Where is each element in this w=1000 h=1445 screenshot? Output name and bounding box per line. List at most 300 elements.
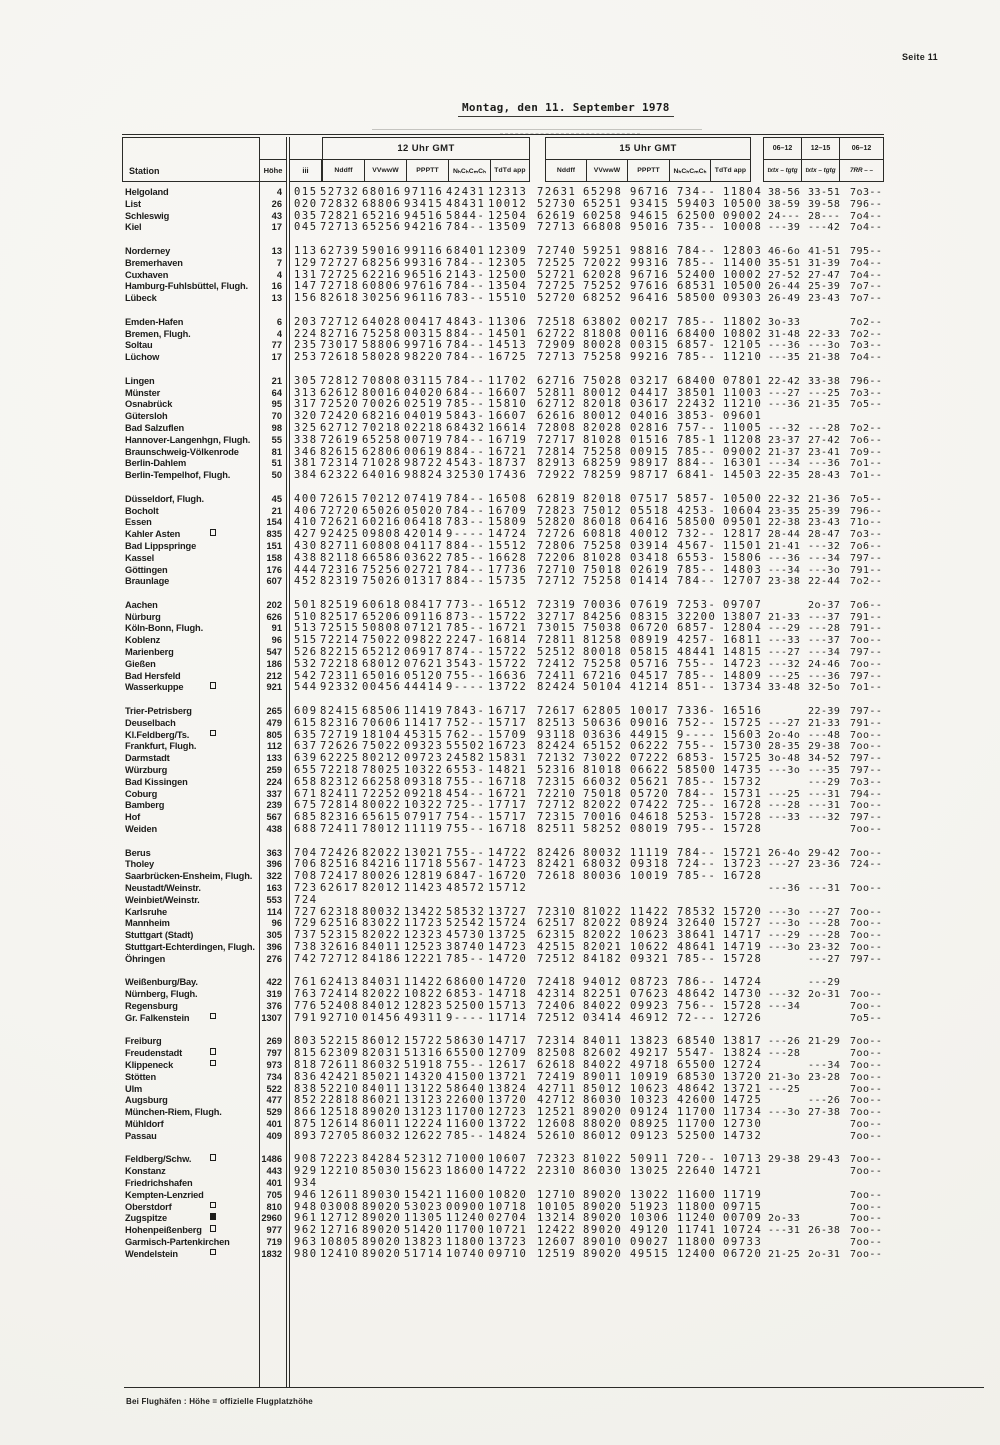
station-number: 400 [294, 492, 318, 505]
obs-15gmt-tdtd: 11501 [723, 539, 763, 552]
temp-range-12-15: 23-28 [808, 1071, 841, 1083]
obs-15gmt-ppptt: 05815 [630, 646, 670, 659]
temp-range-12-15: 34-52 [808, 753, 841, 765]
obs-15gmt-nddff: 72419 [537, 1070, 577, 1083]
obs-15gmt-vvwww: 86030 [583, 1165, 623, 1178]
station-height: 13 [271, 245, 282, 256]
obs-15gmt-clouds: 785-- [677, 256, 717, 269]
station-number: 675 [294, 799, 318, 812]
station-height: 396 [266, 859, 282, 870]
station-group [122, 848, 912, 966]
temp-range-06-12: 22-32 [768, 493, 801, 505]
obs-15gmt-vvwww: 75018 [583, 563, 623, 576]
station-name: Bad Hersfeld [125, 670, 181, 681]
obs-12gmt-ppptt: 00619 [404, 445, 444, 458]
obs-12gmt-vvwww: 65256 [362, 221, 402, 234]
obs-12gmt-tdtd: 15717 [488, 716, 528, 729]
temp-range-12-15: ---34 [808, 552, 841, 564]
obs-15gmt-clouds: 11700 [677, 1117, 717, 1130]
obs-15gmt-tdtd: 15725 [723, 752, 763, 765]
obs-12gmt-tdtd: 13509 [488, 221, 528, 234]
station-name: Augsburg [125, 1095, 168, 1106]
precip-06-12: 7o6-- [850, 599, 883, 611]
temp-range-12-15: 23-36 [808, 859, 841, 871]
obs-15gmt-nddff: 62716 [537, 374, 577, 387]
table-row [122, 1237, 912, 1249]
temp-range-06-12: 38-56 [768, 187, 801, 198]
obs-15gmt-ppptt: 07517 [630, 492, 670, 505]
station-name: Klippeneck [125, 1059, 174, 1070]
obs-15gmt-vvwww: 82028 [583, 421, 623, 434]
precip-06-12: 7o3-- [850, 387, 883, 399]
obs-15gmt-ppptt: 10622 [630, 941, 670, 953]
obs-12gmt-ppptt: 15722 [404, 1035, 444, 1048]
precip-06-12: 7oo-- [850, 729, 883, 741]
obs-12gmt-ppptt: 13823 [404, 1235, 444, 1248]
mountain-station-square-icon [210, 1013, 216, 1019]
obs-15gmt-nddff: 72617 [537, 705, 577, 718]
obs-12gmt-tdtd: 12709 [488, 1047, 528, 1060]
precip-06-12: 7o2-- [850, 576, 883, 588]
obs-12gmt-ppptt: 02218 [404, 421, 444, 434]
obs-12gmt-ppptt: 07621 [404, 657, 444, 670]
obs-12gmt-vvwww: 89020 [362, 1200, 402, 1213]
obs-12gmt-nddff: 72426 [320, 846, 360, 859]
obs-15gmt-clouds: 62500 [677, 209, 717, 222]
obs-12gmt-tdtd: 15735 [488, 575, 528, 588]
precip-06-12: 7oo-- [850, 1236, 883, 1248]
obs-12gmt-ppptt: 13122 [404, 1082, 444, 1095]
station-number: 908 [294, 1153, 318, 1166]
obs-15gmt-tdtd: 14719 [723, 941, 763, 953]
table-body [122, 187, 912, 1272]
obs-15gmt-nddff: 12710 [537, 1188, 577, 1201]
table-row [122, 1060, 912, 1072]
obs-15gmt-tdtd: 11802 [723, 315, 763, 328]
obs-12gmt-ppptt: 12823 [404, 999, 444, 1012]
obs-15gmt-tdtd: 09002 [723, 445, 763, 458]
temp-range-12-15: 41-51 [808, 245, 841, 257]
station-number: 317 [294, 398, 318, 411]
obs-12gmt-ppptt: 96116 [404, 292, 444, 305]
station-number: 852 [294, 1094, 318, 1107]
obs-12gmt-ppptt: 13123 [404, 1094, 444, 1107]
obs-12gmt-ppptt: 51316 [404, 1047, 444, 1060]
obs-15gmt-nddff: 52811 [537, 386, 577, 399]
precip-06-12: 797-- [850, 552, 883, 564]
precip-06-12: 7o2-- [850, 422, 883, 434]
obs-12gmt-ppptt: 08417 [404, 598, 444, 611]
obs-15gmt-clouds: 3853- [677, 410, 717, 423]
obs-15gmt-nddff: 72315 [537, 775, 577, 788]
obs-15gmt-nddff: 72726 [537, 528, 577, 541]
precip-06-12: 7oo-- [850, 1225, 883, 1237]
station-height: 322 [266, 871, 282, 882]
table-row [122, 317, 912, 329]
station-height: 55 [271, 434, 282, 445]
station-name: Essen [125, 517, 152, 528]
table-row [122, 1190, 912, 1202]
station-number: 815 [294, 1047, 318, 1060]
obs-12gmt-clouds: 784-- [446, 504, 486, 517]
obs-15gmt-clouds: 68531 [677, 280, 717, 293]
obs-15gmt-clouds: 72--- [677, 1011, 717, 1024]
obs-12gmt-tdtd: 13727 [488, 905, 528, 918]
obs-15gmt-vvwww: 89020 [583, 1106, 623, 1119]
obs-12gmt-ppptt: 12819 [404, 870, 444, 883]
obs-12gmt-clouds: 58532 [446, 905, 486, 918]
temp-range-06-12: ---34 [768, 564, 801, 576]
station-name: Mannheim [125, 918, 170, 929]
obs-15gmt-vvwww: 80036 [583, 870, 623, 883]
obs-15gmt-vvwww: 84256 [583, 610, 623, 623]
obs-12gmt-tdtd: 16721 [488, 622, 528, 635]
station-height: 17 [271, 222, 282, 233]
obs-12gmt-clouds: 9---- [446, 681, 486, 694]
obs-12gmt-vvwww: 68216 [362, 410, 402, 423]
temp-range-12-15: 21-29 [808, 1036, 841, 1048]
obs-15gmt-clouds: 5857- [677, 492, 717, 505]
obs-12gmt-clouds: 6847- [446, 870, 486, 883]
obs-12gmt-clouds: 6553- [446, 764, 486, 777]
header-15-vvwww: VVwwW [586, 159, 628, 182]
obs-15gmt-nddff: 52820 [537, 516, 577, 529]
obs-15gmt-nddff: 72806 [537, 539, 577, 552]
station-number: 658 [294, 775, 318, 788]
temp-range-06-12: ---36 [768, 552, 801, 564]
precip-06-12: 7oo-- [850, 1130, 883, 1142]
temp-range-12-15: 22-39 [808, 706, 841, 718]
station-height: 112 [267, 741, 282, 752]
station-height: 797 [266, 1048, 282, 1059]
obs-15gmt-vvwww: 67216 [583, 669, 623, 682]
obs-12gmt-ppptt: 02721 [404, 563, 444, 576]
header-iii: iii [289, 159, 322, 182]
obs-12gmt-clouds: 783-- [446, 516, 486, 529]
obs-12gmt-ppptt: 05020 [404, 504, 444, 517]
station-height: 81 [271, 446, 282, 457]
obs-15gmt-tdtd: 14815 [723, 646, 763, 659]
obs-15gmt-tdtd: 15730 [723, 740, 763, 753]
obs-12gmt-clouds: 24582 [446, 752, 486, 765]
obs-15gmt-clouds: 784-- [677, 846, 717, 859]
obs-12gmt-vvwww: 86032 [362, 1058, 402, 1071]
obs-15gmt-nddff: 62315 [537, 929, 577, 942]
precip-06-12: 7oo-- [850, 1248, 883, 1260]
obs-15gmt-tdtd: 12726 [723, 1011, 763, 1024]
temp-range-12-15: 27-42 [808, 434, 841, 446]
obs-15gmt-ppptt: 04618 [630, 811, 670, 824]
temp-range-12-15: 21-35 [808, 399, 841, 411]
obs-12gmt-nddff: 82415 [320, 705, 360, 718]
obs-15gmt-tdtd: 15728 [723, 811, 763, 824]
obs-12gmt-clouds: 11600 [446, 1117, 486, 1130]
obs-15gmt-ppptt: 99316 [630, 256, 670, 269]
station-number: 836 [294, 1070, 318, 1083]
obs-12gmt-ppptt: 12323 [404, 929, 444, 942]
obs-15gmt-vvwww: 86018 [583, 516, 623, 529]
obs-12gmt-vvwww: 00456 [362, 681, 402, 694]
station-number: 893 [294, 1129, 318, 1142]
obs-12gmt-tdtd: 16636 [488, 669, 528, 682]
station-name: Darmstadt [125, 753, 170, 764]
obs-12gmt-vvwww: 86032 [362, 1129, 402, 1142]
precip-06-12: 7oo-- [850, 918, 883, 930]
obs-15gmt-tdtd: 15806 [723, 551, 763, 564]
obs-12gmt-ppptt: 04020 [404, 386, 444, 399]
table-row [122, 682, 912, 694]
station-height: 6 [276, 316, 282, 327]
station-name: Bremen, Flugh. [125, 328, 191, 339]
table-row [122, 222, 912, 234]
temp-range-06-12: ---32 [768, 422, 801, 434]
header-12-tdtd: TdTd app [490, 159, 530, 182]
obs-15gmt-ppptt: 40012 [630, 528, 670, 541]
obs-12gmt-vvwww: 80022 [362, 799, 402, 812]
temp-range-06-12: ---25 [768, 1083, 801, 1095]
obs-12gmt-nddff: 12611 [320, 1188, 360, 1201]
obs-12gmt-tdtd: 11306 [488, 315, 528, 328]
mountain-station-square-icon [210, 1225, 216, 1231]
station-number: 615 [294, 716, 318, 729]
table-row [122, 1249, 912, 1261]
obs-15gmt-tdtd: 16728 [723, 870, 763, 883]
station-height: 443 [266, 1166, 282, 1177]
obs-15gmt-clouds: 59403 [677, 197, 717, 210]
obs-12gmt-vvwww: 86021 [362, 1094, 402, 1107]
obs-15gmt-ppptt: 09923 [630, 999, 670, 1012]
obs-15gmt-nddff: 13214 [537, 1212, 577, 1225]
obs-12gmt-tdtd: 10718 [488, 1200, 528, 1213]
obs-15gmt-tdtd: 10500 [723, 280, 763, 293]
obs-12gmt-tdtd: 16512 [488, 598, 528, 611]
obs-15gmt-tdtd: 13824 [723, 1047, 763, 1060]
obs-15gmt-vvwww: 86012 [583, 1129, 623, 1142]
obs-15gmt-nddff: 72909 [537, 339, 577, 352]
header-12-nddff: Nddff [322, 159, 365, 182]
station-name: Lüchow [125, 352, 160, 363]
obs-12gmt-ppptt: 12221 [404, 952, 444, 965]
obs-15gmt-nddff: 72314 [537, 1035, 577, 1048]
obs-12gmt-clouds: 755-- [446, 823, 486, 836]
obs-12gmt-clouds: 65500 [446, 1047, 486, 1060]
obs-15gmt-vvwww: 03636 [583, 728, 623, 741]
obs-12gmt-nddff: 12518 [320, 1106, 360, 1119]
obs-15gmt-tdtd: 14735 [723, 764, 763, 777]
obs-15gmt-vvwww: 70036 [583, 598, 623, 611]
obs-15gmt-nddff: 72525 [537, 256, 577, 269]
obs-12gmt-vvwww: 68806 [362, 197, 402, 210]
obs-15gmt-vvwww: 68032 [583, 858, 623, 871]
obs-12gmt-tdtd: 14720 [488, 952, 528, 965]
station-height: 1307 [261, 1012, 282, 1023]
obs-12gmt-ppptt: 12523 [404, 941, 444, 953]
obs-15gmt-ppptt: 07222 [630, 752, 670, 765]
obs-12gmt-tdtd: 13824 [488, 1082, 528, 1095]
obs-12gmt-tdtd: 15831 [488, 752, 528, 765]
obs-12gmt-tdtd: 13504 [488, 280, 528, 293]
station-height: 96 [271, 918, 282, 929]
obs-12gmt-tdtd: 10820 [488, 1188, 528, 1201]
obs-12gmt-vvwww: 84186 [362, 952, 402, 965]
station-height: 91 [271, 623, 282, 634]
table-row [122, 435, 912, 447]
obs-12gmt-nddff: 72621 [320, 516, 360, 529]
obs-15gmt-ppptt: 09318 [630, 858, 670, 871]
temp-range-06-12: ---27 [768, 859, 801, 871]
obs-12gmt-vvwww: 80026 [362, 870, 402, 883]
obs-15gmt-ppptt: 49718 [630, 1058, 670, 1071]
temp-range-12-15: 25-39 [808, 281, 841, 293]
precip-06-12: 7oo-- [850, 1036, 883, 1048]
obs-12gmt-ppptt: 42014 [404, 528, 444, 541]
obs-15gmt-vvwww: 78259 [583, 469, 623, 482]
station-height: 319 [266, 989, 282, 1000]
temp-range-06-12: 29-38 [768, 1154, 801, 1166]
table-row [122, 777, 912, 789]
obs-12gmt-clouds: 11700 [446, 1106, 486, 1119]
obs-15gmt-tdtd: 10500 [723, 197, 763, 210]
obs-15gmt-ppptt: 07422 [630, 799, 670, 812]
precip-06-12: 7oo-- [850, 1107, 883, 1119]
obs-15gmt-clouds: 11700 [677, 1106, 717, 1119]
obs-12gmt-clouds: 68401 [446, 244, 486, 257]
precip-06-12: 7o4-- [850, 222, 883, 234]
temp-range-06-12: 26-4o [768, 847, 801, 859]
obs-15gmt-nddff: 72319 [537, 598, 577, 611]
precip-06-12: 7o4-- [850, 269, 883, 281]
precip-06-12: 797-- [850, 753, 883, 765]
station-name: Freiburg [125, 1036, 162, 1047]
obs-12gmt-nddff: 62309 [320, 1047, 360, 1060]
obs-12gmt-tdtd: 13721 [488, 1070, 528, 1083]
obs-12gmt-vvwww: 84011 [362, 1082, 402, 1095]
station-name: Braunschweig-Völkenrode [125, 446, 239, 457]
station-group [122, 977, 912, 1024]
obs-12gmt-clouds: 52500 [446, 999, 486, 1012]
obs-15gmt-vvwww: 81028 [583, 433, 623, 446]
station-number: 513 [294, 622, 318, 635]
obs-12gmt-ppptt: 93415 [404, 197, 444, 210]
obs-15gmt-vvwww: 89020 [583, 1224, 623, 1237]
table-row [122, 1131, 912, 1143]
temp-range-06-12: 3o-48 [768, 753, 801, 765]
obs-12gmt-tdtd: 18737 [488, 457, 528, 470]
obs-12gmt-tdtd: 14723 [488, 941, 528, 953]
obs-12gmt-clouds: 9---- [446, 528, 486, 541]
obs-12gmt-nddff: 62225 [320, 752, 360, 765]
obs-12gmt-clouds: 884-- [446, 575, 486, 588]
station-height: 305 [266, 930, 282, 941]
table-row [122, 258, 912, 270]
obs-15gmt-tdtd: 11804 [723, 186, 763, 198]
station-height: 43 [271, 210, 282, 221]
station-name: Ulm [125, 1083, 143, 1094]
obs-12gmt-nddff: 12712 [320, 1212, 360, 1225]
obs-12gmt-tdtd: 11714 [488, 1011, 528, 1024]
obs-12gmt-clouds: 4543- [446, 457, 486, 470]
temp-range-12-15: 27-47 [808, 269, 841, 281]
obs-15gmt-clouds: 32200 [677, 610, 717, 623]
temp-range-06-12: 21-33 [768, 611, 801, 623]
station-number: 510 [294, 610, 318, 623]
obs-12gmt-clouds: 68600 [446, 976, 486, 989]
obs-15gmt-vvwww: 84011 [583, 1035, 623, 1048]
obs-15gmt-nddff: 72740 [537, 244, 577, 257]
obs-12gmt-ppptt: 10822 [404, 988, 444, 1001]
obs-15gmt-vvwww: 81258 [583, 634, 623, 647]
obs-12gmt-clouds: 785-- [446, 622, 486, 635]
station-name: Friedrichshafen [125, 1177, 193, 1188]
obs-12gmt-tdtd: 15810 [488, 398, 528, 411]
obs-12gmt-tdtd: 16508 [488, 492, 528, 505]
obs-12gmt-vvwww: 75258 [362, 327, 402, 340]
obs-12gmt-ppptt: 44414 [404, 681, 444, 694]
temp-range-12-15: ---31 [808, 800, 841, 812]
obs-15gmt-ppptt: 00315 [630, 339, 670, 352]
obs-15gmt-clouds: 785-- [677, 775, 717, 788]
obs-12gmt-vvwww: 65206 [362, 610, 402, 623]
station-height: 401 [266, 1118, 282, 1129]
obs-12gmt-vvwww: 30256 [362, 292, 402, 305]
obs-15gmt-nddff: 32717 [537, 610, 577, 623]
obs-12gmt-vvwww: 68256 [362, 256, 402, 269]
temp-range-12-15: ---29 [808, 977, 841, 989]
obs-15gmt-nddff: 72418 [537, 976, 577, 989]
obs-15gmt-vvwww: 58252 [583, 823, 623, 836]
precip-06-12: 7o1-- [850, 470, 883, 482]
obs-15gmt-tdtd: 09715 [723, 1200, 763, 1213]
obs-15gmt-tdtd: 13723 [723, 858, 763, 871]
station-name: Aachen [125, 599, 158, 610]
obs-15gmt-clouds: 68540 [677, 1035, 717, 1048]
obs-12gmt-vvwww: 01456 [362, 1011, 402, 1024]
mountain-station-square-icon [210, 529, 216, 535]
obs-15gmt-tdtd: 09707 [723, 598, 763, 611]
obs-15gmt-clouds: 851-- [677, 681, 717, 694]
obs-15gmt-clouds: 755-- [677, 657, 717, 670]
station-name: Tholey [125, 859, 155, 870]
obs-12gmt-vvwww: 75022 [362, 634, 402, 647]
obs-15gmt-tdtd: 15603 [723, 728, 763, 741]
obs-12gmt-vvwww: 89030 [362, 1188, 402, 1201]
obs-12gmt-tdtd: 17436 [488, 469, 528, 482]
obs-12gmt-clouds: 11800 [446, 1235, 486, 1248]
station-height: 567 [266, 812, 282, 823]
obs-15gmt-ppptt: 09123 [630, 1129, 670, 1142]
temp-range-06-12: ---29 [768, 930, 801, 942]
obs-12gmt-clouds: 42431 [446, 186, 486, 198]
station-height: 176 [266, 564, 282, 575]
temp-range-06-12: 26-44 [768, 281, 801, 293]
station-height: 95 [271, 399, 282, 410]
station-name: Schleswig [125, 210, 170, 221]
station-number: 253 [294, 351, 318, 364]
obs-15gmt-clouds: 756-- [677, 999, 717, 1012]
temp-range-06-12: 26-49 [768, 293, 801, 305]
precip-06-12: 7oo-- [850, 1000, 883, 1012]
obs-12gmt-vvwww: 84216 [362, 858, 402, 871]
station-height: 114 [267, 906, 282, 917]
obs-12gmt-tdtd: 12305 [488, 256, 528, 269]
station-number: 803 [294, 1035, 318, 1048]
obs-15gmt-ppptt: 96716 [630, 186, 670, 198]
obs-12gmt-nddff: 62413 [320, 976, 360, 989]
obs-12gmt-vvwww: 58806 [362, 339, 402, 352]
obs-12gmt-nddff: 62516 [320, 917, 360, 930]
precip-06-12: 71o-- [850, 517, 883, 529]
precip-06-12: 7oo-- [850, 1048, 883, 1060]
